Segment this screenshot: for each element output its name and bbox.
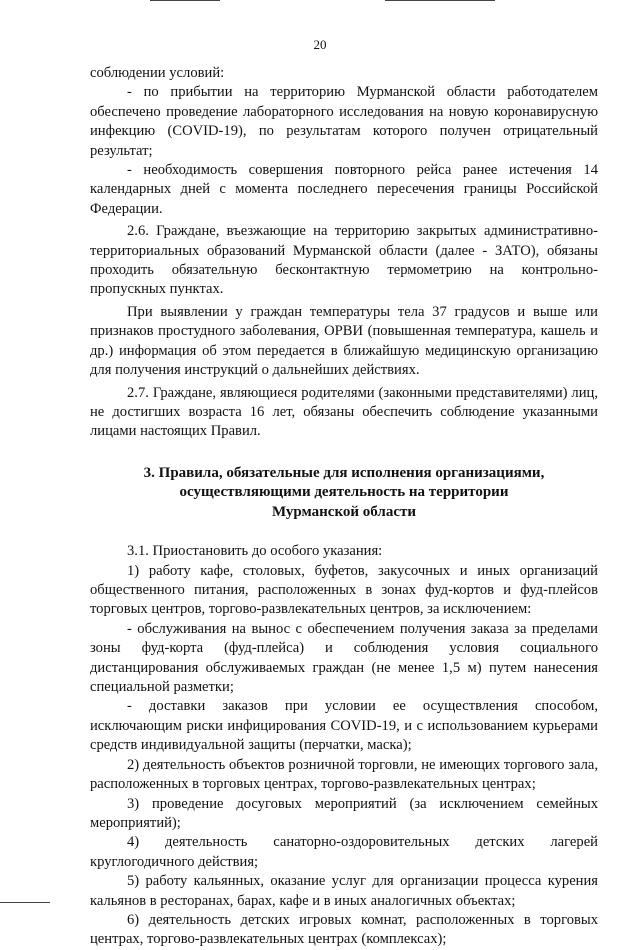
- paragraph-continuation: соблюдении условий:: [90, 65, 225, 81]
- paragraph-temperature: При выявлении у граждан температуры тела 37 градусов и выше или признаков простудного заболевания, ОРВИ (повышенная температура, кашель и др.) информация об этом передается в ближайшую медицинскую организацию для получения инструкций о дальнейших действиях.: [90, 303, 598, 379]
- list-item-4: 4) деятельность санаторно-оздоровительных детских лагерей круглогодичного действия;: [90, 834, 598, 870]
- list-item-1: 1) работу кафе, столовых, буфетов, закусочных и иных организаций общественного питания, расположенных в зонах фуд-кортов и фуд-плейсов торговых центров, торгово-развлекательных центров, за исключением:: [90, 562, 598, 618]
- section-heading-line-3: Мурманской области: [271, 503, 417, 520]
- list-item-3: 3) проведение досуговых мероприятий (за исключением семейных мероприятий);: [90, 795, 598, 831]
- section-heading: [90, 464, 598, 523]
- list-item-6: 6) деятельность детских игровых комнат, расположенных в торговых центрах, торгово-развлекательных центрах (комплексах);: [90, 911, 598, 948]
- paragraph-lab-test-condition: - по прибытии на территорию Мурманской области работодателем обеспечено проведение лабораторного исследования на новую коронавирусную инфекцию (COVID-19), по результатам которого получен отрицательный результат;: [90, 84, 598, 159]
- paragraph-2-6: 2.6. Граждане, въезжающие на территорию закрытых административно-территориальных образований Мурманской области (далее - ЗАТО), обязаны проходить обязательную бесконтактную термометрию на контрольно-пропускных пунктах.: [90, 223, 598, 298]
- document-body: [90, 64, 598, 950]
- top-scan-rule-left: [150, 0, 220, 1]
- section-heading-line-1: 3. Правила, обязательные для исполнения организациями,: [143, 464, 545, 481]
- list-item-takeaway: - обслуживания на вынос с обеспечением получения заказа за пределами зоны фуд-корта (фуд-плейса) и соблюдения условия социального дистанцирования обслуживаемых граждан (не менее 1,5 м) путем нанесения специальной разметки;: [90, 620, 598, 696]
- list-item-delivery: - доставки заказов при условии ее осуществления способом, исключающим риски инфицирования COVID-19, и с использованием курьерами средств индивидуальной защиты (перчатки, маска);: [90, 698, 598, 754]
- bottom-scan-rule: [0, 902, 50, 903]
- paragraph-repeat-trip-condition: - необходимость совершения повторного рейса ранее истечения 14 календарных дней с момента последнего пересечения границы Российской Федерации.: [90, 162, 598, 217]
- list-item-5: 5) работу кальянных, оказание услуг для организации процесса курения кальянов в ресторанах, барах, кафе и в иных аналогичных объектах;: [90, 873, 598, 909]
- list-item-2: 2) деятельность объектов розничной торговли, не имеющих торгового зала, расположенных в торговых центрах, торгово-развлекательных центрах;: [90, 756, 598, 793]
- section-heading-line-2: осуществляющими деятельность на территории: [179, 484, 509, 501]
- page-number: 20: [313, 37, 327, 52]
- top-scan-rule-right: [385, 0, 495, 1]
- paragraph-3-1: 3.1. Приостановить до особого указания:: [127, 543, 383, 560]
- paragraph-2-7: 2.7. Граждане, являющиеся родителями (законными представителями) лиц, не достигших возраста 16 лет, обязаны обеспечить соблюдение указанными лицами настоящих Правил.: [90, 384, 598, 440]
